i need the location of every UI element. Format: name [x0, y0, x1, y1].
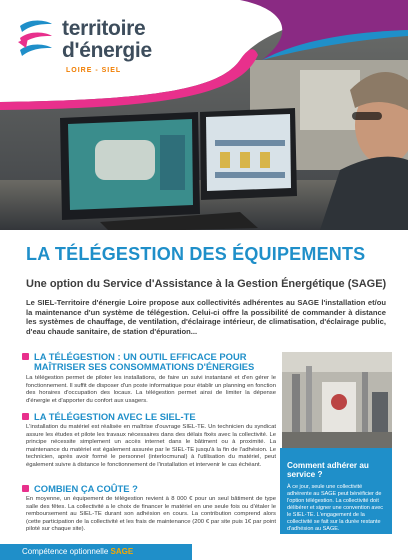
- section-2-title: LA TÉLÉGESTION AVEC LE SIEL-TE: [34, 411, 196, 422]
- section-3-title: COMBIEN ÇA COÛTE ?: [34, 483, 138, 494]
- intro-paragraph: Le SIEL-Territoire d'énergie Loire propose aux collectivités adhérentes au SAGE l'installation et/ou la maintenance d'un système de télégestion. Celui-ci offre la possibilité de commander à distance les systèmes de chauffage, de ventilation, d'éclairage intérieur, de climatisation, d'éclairage public, d'eau chaude sanitaire, de station d'épuration...: [26, 298, 386, 336]
- page-subtitle: Une option du Service d'Assistance à la Gestion Énergétique (SAGE): [26, 278, 387, 290]
- bullet-icon: [22, 485, 29, 492]
- bullet-icon: [22, 353, 29, 360]
- section-3-body: En moyenne, un équipement de télégestion revient à 8 000 € pour un seul bâtiment de type salle des fêtes. La collectivité a le choix de financer le matériel en une seule fois ou d'étaler le remboursement au SIEL-TE durant son adhésion en cours. La contribution comprend alors (cette participation de la collectivité et les frais de maintenance (200 € par site puis 1€ par point piloté sur chaque site).: [26, 496, 276, 533]
- logo-subtitle: LOIRE - SIEL: [66, 67, 122, 74]
- logo-title-line1: territoire: [62, 17, 146, 40]
- section-2-body: L'installation du matériel est réalisée en maîtrise d'ouvrage SIEL-TE. Un technicien du syndicat assure les études et pilote les travaux nécessaires dans des délais fixés avec la collectivité. Le principe nécessite simplement un accès internet dans le bâtiment ou à proximité. La maintenance du matériel est également assurée par le SIEL-TE jusqu'à la fin de l'adhésion. Le technicien, après avoir formé le personnel (interlocmunal) à l'utilisation du matériel, peut également suivre à distance le fonctionnement de l'installation et intervenir le cas échéant.: [26, 424, 276, 468]
- membership-box: [280, 448, 392, 534]
- membership-box-title: Comment adhérer au service ?: [287, 461, 369, 479]
- logo-title-line2: d'énergie: [62, 39, 152, 62]
- section-2: [34, 412, 274, 422]
- bullet-icon: [22, 413, 29, 420]
- membership-box-body: À ce jour, seule une collectivité adhérente au SAGE peut bénéficier de l'option télégestion. La collectivité doit délibérer et signer une convention avec le SIEL-TE. L'engagement de la collectivité se fait sur la durée restante d'adhésion au SAGE.: [287, 484, 384, 532]
- footer-highlight: SAGE: [110, 547, 134, 556]
- section-1-body: La télégestion permet de piloter les installations, de faire un suivi instantané et d'en gérer le fonctionnement. Il suffit de disposer d'un poste informatique pour établir un planning en fonction des horaires d'occupation des locaux. La télégestion permet ainsi de limiter la dépense d'énergie et d'apporter du confort aux usagers.: [26, 375, 276, 404]
- hero-photo: [0, 0, 408, 230]
- page-title: LA TÉLÉGESTION DES ÉQUIPEMENTS: [26, 244, 366, 264]
- section-1: [34, 352, 274, 372]
- section-1-title: LA TÉLÉGESTION : UN OUTIL EFFICACE POUR MAÎTRISER SES CONSOMMATIONS D'ÉNERGIES: [34, 351, 255, 372]
- footer-prefix: Compétence optionnelle: [22, 547, 109, 556]
- boiler-room-photo: [282, 352, 392, 448]
- footer-label: [22, 546, 133, 558]
- logo-icon: [16, 18, 56, 66]
- section-3: [34, 484, 274, 494]
